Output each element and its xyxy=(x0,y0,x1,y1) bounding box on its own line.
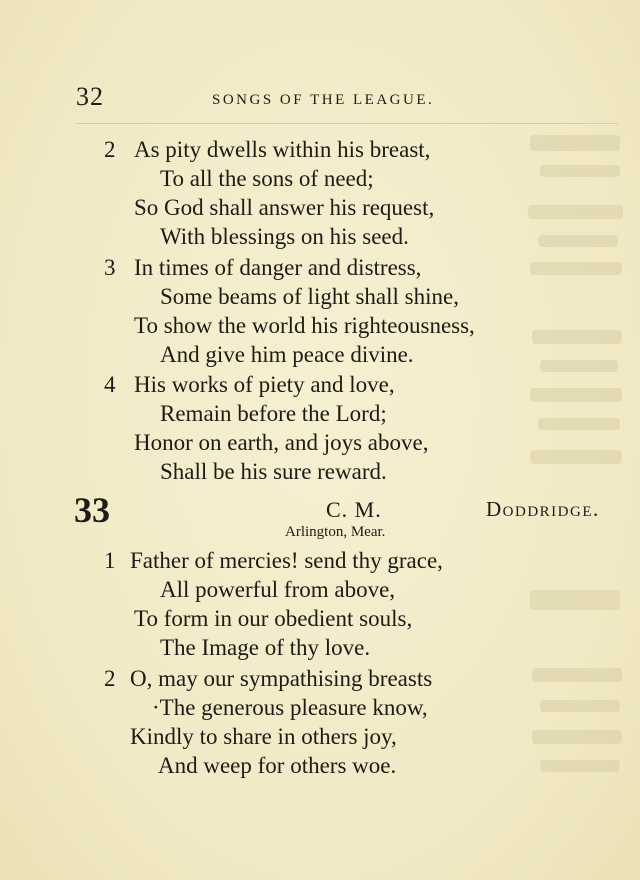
verse-number: 1 xyxy=(104,548,116,573)
verse-line: The Image of thy love. xyxy=(160,635,371,660)
verse-number: 3 xyxy=(104,255,116,280)
header-rule xyxy=(76,123,618,124)
hymn-tunes: Arlington, Mear. xyxy=(285,524,386,540)
verse-line: To form in our obedient souls, xyxy=(134,606,413,631)
verse-line: As pity dwells within his breast, xyxy=(134,137,431,162)
verse-line: And weep for others woe. xyxy=(158,753,397,778)
verse-line: Some beams of light shall shine, xyxy=(160,284,459,309)
verse-line: So God shall answer his request, xyxy=(134,195,435,220)
verse-line: With blessings on his seed. xyxy=(160,224,409,249)
verse-line: To all the sons of need; xyxy=(160,166,374,191)
verse-line: O, may our sympathising breasts xyxy=(130,666,433,691)
verse-line: In times of danger and distress, xyxy=(134,255,422,280)
verse-number: 2 xyxy=(104,137,116,162)
verse-line: And give him peace divine. xyxy=(160,342,414,367)
verse-line: Honor on earth, and joys above, xyxy=(134,430,429,455)
verse-line: Kindly to share in others joy, xyxy=(130,724,397,749)
hymn-author: Doddridge. xyxy=(486,497,600,521)
hymn-meter: C. M. xyxy=(326,497,382,522)
verse-line: All powerful from above, xyxy=(160,577,396,602)
verse-line: Remain before the Lord; xyxy=(160,401,387,426)
verse-line: Father of mercies! send thy grace, xyxy=(130,548,443,573)
running-head: SONGS OF THE LEAGUE. xyxy=(212,92,435,108)
verse-number: 4 xyxy=(104,372,116,397)
verse-line: ·The generous pleasure know, xyxy=(152,695,428,720)
verse-number: 2 xyxy=(104,666,116,691)
page-header xyxy=(0,82,640,118)
hymn-number: 33 xyxy=(74,490,110,530)
verse-line: To show the world his righteousness, xyxy=(134,313,475,338)
bleed-through-shadow xyxy=(510,0,630,880)
page-number: 32 xyxy=(76,82,104,111)
verse-line: Shall be his sure reward. xyxy=(160,459,387,484)
verse-line: His works of piety and love, xyxy=(134,372,395,397)
